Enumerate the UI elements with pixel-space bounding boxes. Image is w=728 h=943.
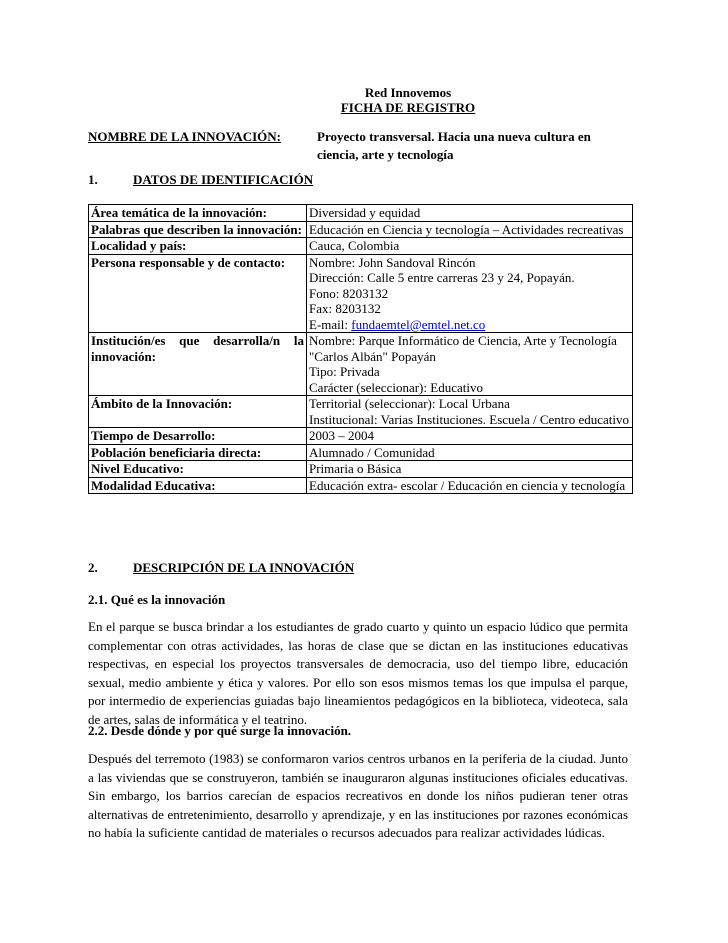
- section-1-number: 1.: [88, 172, 98, 187]
- innovation-name-value: Proyecto transversal. Hacia una nueva cultura en ciencia, arte y tecnología: [317, 129, 591, 162]
- section-2-heading: [88, 560, 354, 576]
- section-2-title: DESCRIPCIÓN DE LA INNOVACIÓN: [133, 560, 355, 575]
- scope-territorial: Territorial (seleccionar): Local Urbana: [309, 396, 510, 411]
- contact-address: Dirección: Calle 5 entre carreras 23 y 24, Popayán.: [309, 270, 575, 285]
- form-title: FICHA DE REGISTRO: [340, 100, 476, 115]
- table-row: [89, 477, 633, 494]
- table-value: Alumnado / Comunidad: [307, 444, 633, 461]
- table-row: [89, 396, 633, 428]
- table-value: Primaria o Básica: [307, 461, 633, 478]
- contact-name: Nombre: John Sandoval Rincón: [309, 254, 476, 270]
- table-key: Ámbito de la Innovación:: [89, 396, 307, 428]
- table-row: [89, 205, 633, 222]
- scope-institutional: Institucional: Varias Instituciones. Escuela / Centro educativo: [309, 411, 629, 427]
- table-row: [89, 238, 633, 255]
- table-key: Persona responsable y de contacto:: [89, 254, 307, 333]
- table-value: 2003 – 2004: [307, 428, 633, 445]
- table-row: [89, 333, 633, 396]
- institution-type: Tipo: Privada: [309, 364, 380, 379]
- table-key: Palabras que describen la innovación:: [89, 221, 307, 238]
- table-key: Localidad y país:: [89, 238, 307, 255]
- contact-email-line: [309, 317, 630, 333]
- section-1-title: DATOS DE IDENTIFICACIÓN: [133, 172, 314, 187]
- table-row: [89, 254, 633, 333]
- table-key: Población beneficiaria directa:: [89, 444, 307, 461]
- institution-character: Carácter (seleccionar): Educativo: [309, 379, 483, 395]
- section-1-heading: [88, 172, 313, 188]
- section-2-number: 2.: [88, 560, 98, 575]
- innovation-name-label: NOMBRE DE LA INNOVACIÓN:: [88, 129, 281, 144]
- table-key: Institución/es que desarrolla/n la innovación:: [89, 333, 307, 396]
- table-value: Educación en Ciencia y tecnología – Actividades recreativas: [307, 221, 633, 238]
- table-row: [89, 444, 633, 461]
- contact-phone: Fono: 8203132: [309, 285, 389, 301]
- scope-details: [307, 396, 633, 428]
- subsection-2-1-text: En el parque se busca brindar a los estudiantes de grado cuarto y quinto un espacio lúdico que permita complementar con otras actividades, las horas de clase que se dictan en las instituciones educativas respectivas, en especial los proyectos transversales de democracia, uso del tiempo libre, educación sexual, medio ambiente y ética y valores. Por ello son esos mismos temas los que impulsa el parque, por intermedio de experiencias guiadas bajo lineamientos pedagógicos en la biblioteca, videoteca, sala de artes, salas de informática y el teatrino.: [88, 619, 628, 727]
- institution-name: Nombre: Parque Informático de Ciencia, Arte y Tecnología "Carlos Albán" Popayán: [309, 333, 617, 364]
- contact-email-label: E-mail:: [309, 316, 352, 332]
- identification-table: [88, 204, 633, 494]
- table-key: Tiempo de Desarrollo:: [89, 428, 307, 445]
- contact-fax: Fax: 8203132: [309, 301, 381, 316]
- table-row: [89, 221, 633, 238]
- table-key: Modalidad Educativa:: [89, 477, 307, 494]
- subsection-2-2-text: Después del terremoto (1983) se conformaron varios centros urbanos en la periferia de la ciudad. Junto a las viviendas que se construyeron, también se inauguraron algunas instituciones oficiales educativas. Sin embargo, los barrios carecían de espacios recreativos en donde los niños pudieran tener otras alternativas de entretenimiento, desarrollo y aprendizaje, y en las instituciones por razones económicas no había la suficiente cantidad de materiales o recursos adecuados para realizar actividades lúdicas.: [88, 751, 628, 840]
- org-name: Red Innovemos: [364, 85, 452, 100]
- table-row: [89, 461, 633, 478]
- table-value: Educación extra- escolar / Educación en ciencia y tecnología: [307, 477, 633, 494]
- table-key: Área temática de la innovación:: [89, 205, 307, 222]
- table-value: Cauca, Colombia: [307, 238, 633, 255]
- institution-details: [307, 333, 633, 396]
- table-value: Diversidad y equidad: [307, 205, 633, 222]
- contact-details: [307, 254, 633, 333]
- contact-email-link[interactable]: fundaemtel@emtel.net.co: [351, 316, 486, 332]
- subsection-2-2-title: 2.2. Desde dónde y por qué surge la innovación.: [88, 723, 352, 738]
- table-row: [89, 428, 633, 445]
- subsection-2-1-title: 2.1. Qué es la innovación: [88, 592, 226, 607]
- table-key: Nivel Educativo:: [89, 461, 307, 478]
